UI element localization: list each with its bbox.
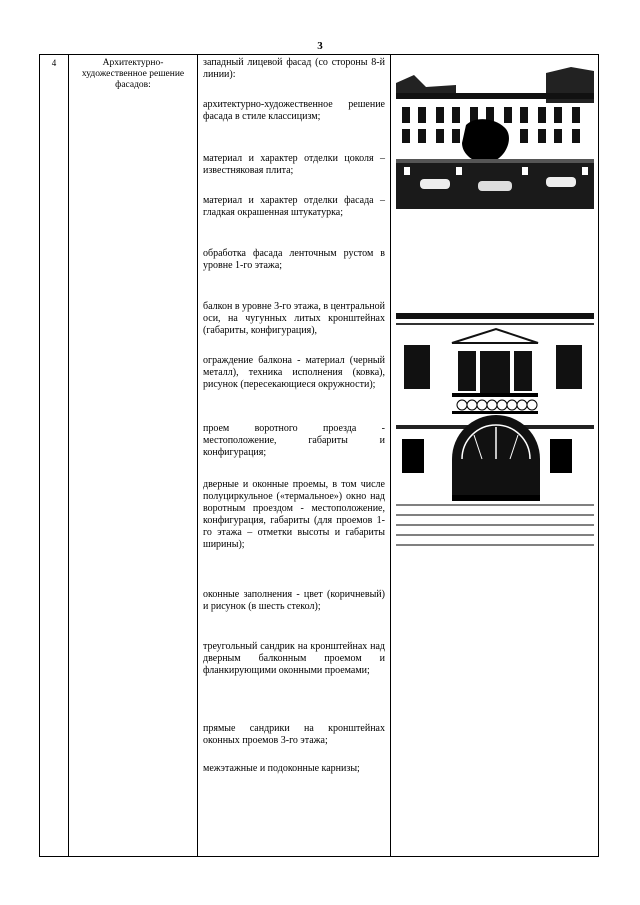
facade-detail-photo (396, 299, 594, 555)
description-item: архитектурно-художественное решение фасада в стиле классицизм; (203, 99, 385, 122)
description-item: проем воротного проезда - местоположение, габариты и конфигурация; (203, 423, 385, 458)
page-number: 3 (317, 40, 323, 52)
description-item: западный лицевой фасад (со стороны 8-й линии): (203, 57, 385, 80)
row-topic: Архитектурно-художественное решение фасадов: (81, 58, 185, 90)
description-item: межэтажные и подоконные карнизы; (203, 763, 360, 774)
description-item: ограждение балкона - материал (черный металл), техника исполнения (ковка), рисунок (пересекающиеся окружности); (203, 355, 385, 390)
description-item: оконные заполнения - цвет (коричневый) и рисунок (в шесть стекол); (203, 589, 385, 612)
description-item: треугольный сандрик на кронштейнах над дверным балконным проемом и фланкирующими оконными проемами; (203, 641, 385, 676)
description-item: прямые сандрики на кронштейнах оконных проемов 3-го этажа; (203, 723, 385, 746)
facade-table (39, 54, 599, 857)
row-number: 4 (51, 58, 57, 68)
description-item: материал и характер отделки цоколя – известняковая плита; (203, 153, 385, 176)
column-divider (68, 55, 69, 856)
facade-photo (396, 63, 594, 209)
description-item: материал и характер отделки фасада – гладкая окрашенная штукатурка; (203, 195, 385, 218)
description-item: обработка фасада ленточным рустом в уровне 1-го этажа; (203, 248, 385, 271)
column-divider (197, 55, 198, 856)
description-item: балкон в уровне 3-го этажа, в центральной оси, на чугунных литых кронштейнах (габариты, конфигурация), (203, 301, 385, 336)
column-divider (390, 55, 391, 856)
description-item: дверные и оконные проемы, в том числе полуциркульное («термальное») окно над воротным проездом - местоположение, конфигурация, габариты (для проемов 1-го этажа – отметки высоты и габариты ширины); (203, 479, 385, 550)
